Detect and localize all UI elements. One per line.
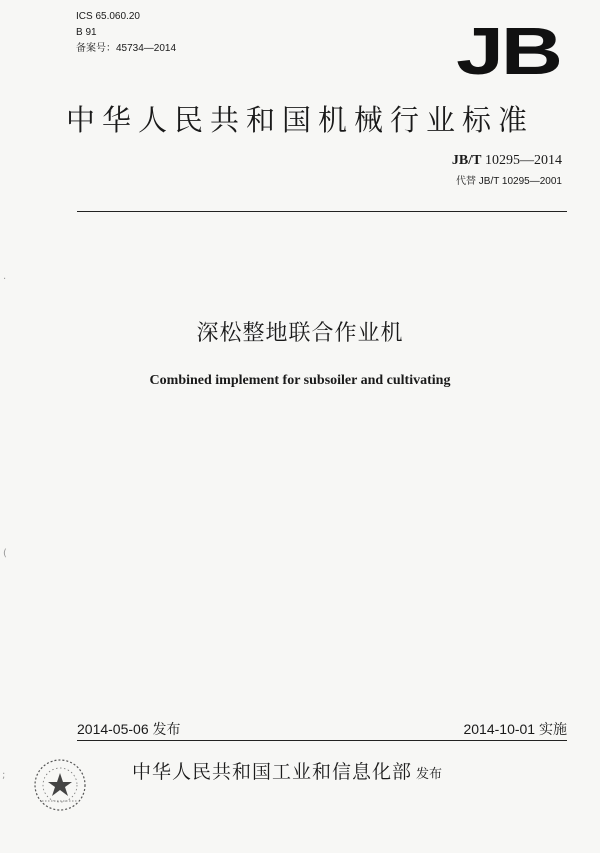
standard-code-prefix: JB/T	[451, 153, 482, 168]
ics-code: ICS 65.060.20	[76, 11, 140, 22]
issue-date: 2014-05-06 发布	[77, 721, 181, 737]
bottom-divider	[77, 740, 567, 741]
standard-code-number: 10295—2014	[485, 153, 562, 168]
chinese-title: 深松整地联合作业机	[196, 321, 404, 346]
english-title: Combined implement for subsoiler and cultivating	[149, 373, 451, 388]
ministry-seal-icon	[32, 757, 88, 813]
implementation-date: 2014-10-01 实施	[463, 721, 567, 737]
jb-logo: JB	[456, 14, 560, 89]
publisher-name: 中华人民共和国工业和信息化部	[132, 761, 413, 783]
top-divider	[77, 211, 567, 212]
ccs-code: B 91	[76, 27, 97, 38]
publisher	[132, 757, 442, 784]
replaces-standard: 代替 JB/T 10295—2001	[456, 176, 562, 187]
publisher-action: 发布	[416, 767, 443, 782]
margin-mark: ·	[3, 274, 7, 285]
record-number: 备案号：45734—2014	[76, 43, 177, 54]
margin-mark: (	[3, 548, 7, 559]
margin-mark: ;	[2, 770, 6, 781]
industry-standard-title: 中华人民共和国机械行业标准	[65, 103, 534, 137]
standard-number	[452, 153, 562, 169]
